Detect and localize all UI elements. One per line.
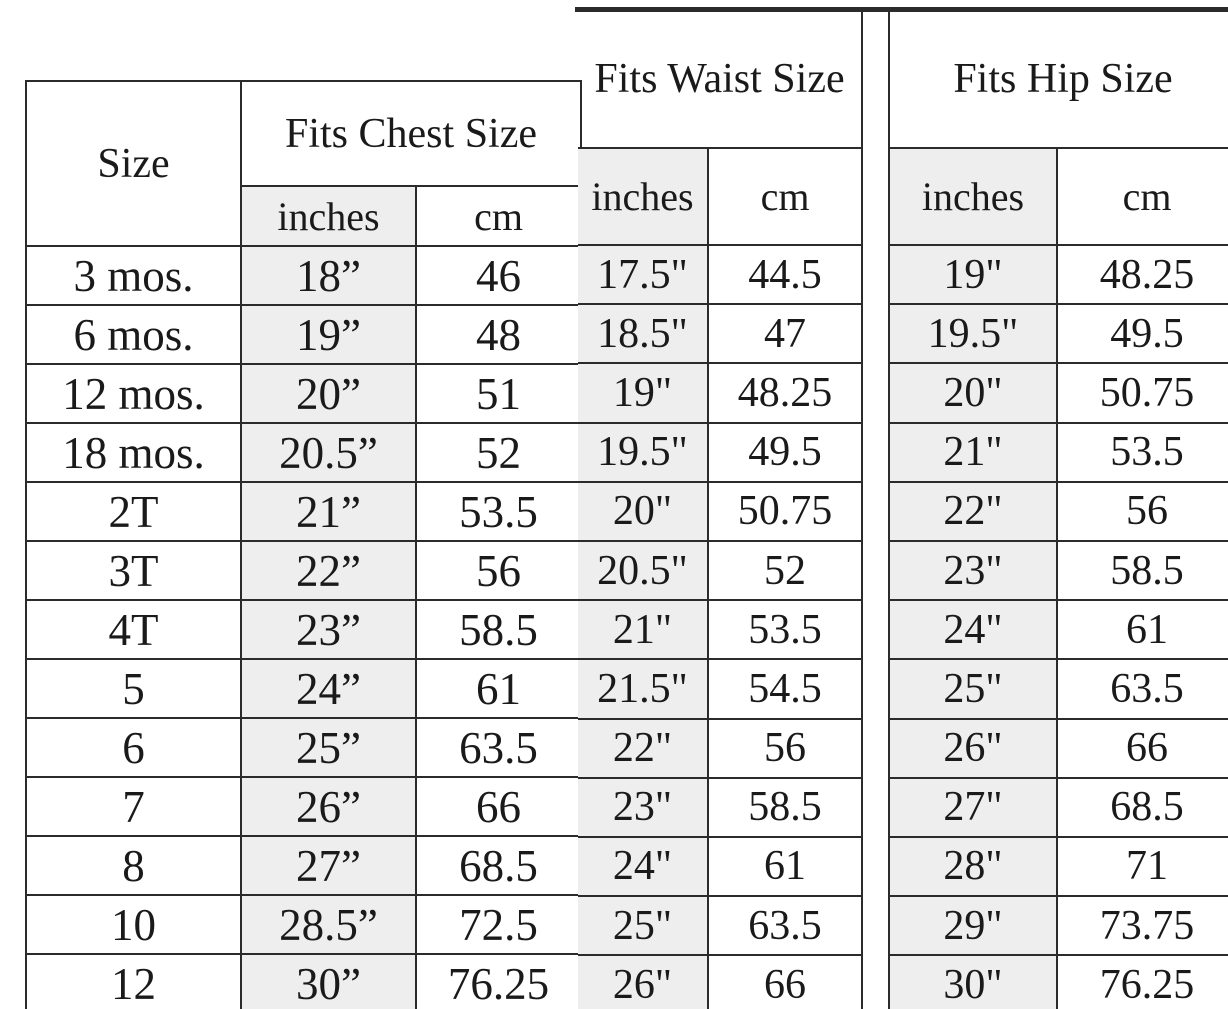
size-cell: 5 <box>26 659 241 718</box>
hip-cm-cell: 66 <box>1057 719 1228 778</box>
table-row <box>578 541 862 600</box>
hip-cm-cell: 49.5 <box>1057 304 1228 363</box>
chest-cm-cell: 66 <box>416 777 581 836</box>
waist-inches-cell: 18.5" <box>578 304 708 363</box>
table-row <box>889 719 1228 778</box>
waist-inches-header: inches <box>578 148 708 245</box>
table-row <box>26 954 581 1009</box>
waist-cm-cell: 48.25 <box>708 363 862 422</box>
table-row <box>578 659 862 718</box>
hip-cm-cell: 58.5 <box>1057 541 1228 600</box>
chest-cm-cell: 72.5 <box>416 895 581 954</box>
table-row <box>889 482 1228 541</box>
waist-cm-cell: 44.5 <box>708 245 862 304</box>
chest-inches-cell: 25” <box>241 718 416 777</box>
table-row <box>578 304 862 363</box>
table-row <box>889 541 1228 600</box>
chest-inches-cell: 24” <box>241 659 416 718</box>
waist-cm-cell: 61 <box>708 837 862 896</box>
waist-inches-cell: 22" <box>578 719 708 778</box>
chest-cm-cell: 52 <box>416 423 581 482</box>
chest-cm-cell: 58.5 <box>416 600 581 659</box>
waist-cm-cell: 47 <box>708 304 862 363</box>
waist-cm-cell: 53.5 <box>708 600 862 659</box>
size-cell: 3T <box>26 541 241 600</box>
table-row <box>578 600 862 659</box>
hip-inches-cell: 25" <box>889 659 1057 718</box>
chest-inches-cell: 27” <box>241 836 416 895</box>
table-row <box>578 423 862 482</box>
waist-inches-cell: 20" <box>578 482 708 541</box>
waist-cm-cell: 63.5 <box>708 896 862 955</box>
waist-inches-cell: 17.5" <box>578 245 708 304</box>
hip-inches-header: inches <box>889 148 1057 245</box>
table-row <box>578 896 862 955</box>
waist-cm-cell: 52 <box>708 541 862 600</box>
hip-cm-header: cm <box>1057 148 1228 245</box>
size-cell: 18 mos. <box>26 423 241 482</box>
table-row <box>26 777 581 836</box>
waist-table-body <box>578 245 862 1009</box>
hip-inches-cell: 19" <box>889 245 1057 304</box>
waist-inches-cell: 19.5" <box>578 423 708 482</box>
chest-inches-cell: 19” <box>241 305 416 364</box>
table-row <box>889 363 1228 422</box>
hip-group-header: Fits Hip Size <box>889 12 1228 148</box>
chest-cm-cell: 56 <box>416 541 581 600</box>
chest-table-body <box>26 246 581 1009</box>
table-row <box>26 600 581 659</box>
waist-inches-cell: 25" <box>578 896 708 955</box>
chest-cm-cell: 61 <box>416 659 581 718</box>
hip-inches-cell: 20" <box>889 363 1057 422</box>
hip-inches-cell: 26" <box>889 719 1057 778</box>
chest-cm-cell: 53.5 <box>416 482 581 541</box>
hip-inches-cell: 22" <box>889 482 1057 541</box>
table-row <box>889 896 1228 955</box>
waist-inches-cell: 23" <box>578 778 708 837</box>
hip-cm-cell: 76.25 <box>1057 955 1228 1009</box>
table-row <box>578 363 862 422</box>
chest-inches-cell: 26” <box>241 777 416 836</box>
chest-inches-cell: 30” <box>241 954 416 1009</box>
chest-inches-cell: 23” <box>241 600 416 659</box>
waist-table-header <box>578 12 862 245</box>
table-row <box>889 304 1228 363</box>
hip-cm-cell: 68.5 <box>1057 778 1228 837</box>
table-row <box>578 778 862 837</box>
chest-cm-header: cm <box>416 186 581 246</box>
chest-inches-header: inches <box>241 186 416 246</box>
hip-cm-cell: 50.75 <box>1057 363 1228 422</box>
size-cell: 12 <box>26 954 241 1009</box>
hip-inches-cell: 30" <box>889 955 1057 1009</box>
table-row <box>26 836 581 895</box>
waist-cm-cell: 66 <box>708 955 862 1009</box>
table-row <box>889 600 1228 659</box>
waist-cm-header: cm <box>708 148 862 245</box>
subheader-row <box>889 148 1228 245</box>
table-row <box>889 955 1228 1009</box>
size-column-header: Size <box>26 81 241 246</box>
size-cell: 7 <box>26 777 241 836</box>
size-cell: 2T <box>26 482 241 541</box>
chest-cm-cell: 46 <box>416 246 581 305</box>
table-row <box>578 482 862 541</box>
waist-inches-cell: 24" <box>578 837 708 896</box>
waist-inches-cell: 20.5" <box>578 541 708 600</box>
hip-inches-cell: 23" <box>889 541 1057 600</box>
hip-inches-cell: 24" <box>889 600 1057 659</box>
table-row <box>26 895 581 954</box>
chest-cm-cell: 68.5 <box>416 836 581 895</box>
size-cell: 12 mos. <box>26 364 241 423</box>
hip-cm-cell: 53.5 <box>1057 423 1228 482</box>
waist-inches-cell: 21.5" <box>578 659 708 718</box>
table-row <box>26 541 581 600</box>
waist-inches-cell: 19" <box>578 363 708 422</box>
chest-cm-cell: 51 <box>416 364 581 423</box>
waist-cm-cell: 49.5 <box>708 423 862 482</box>
chest-inches-cell: 20.5” <box>241 423 416 482</box>
hip-cm-cell: 71 <box>1057 837 1228 896</box>
waist-cm-cell: 58.5 <box>708 778 862 837</box>
table-row <box>26 423 581 482</box>
table-row <box>578 955 862 1009</box>
size-cell: 4T <box>26 600 241 659</box>
hip-cm-cell: 61 <box>1057 600 1228 659</box>
size-cell: 6 mos. <box>26 305 241 364</box>
chest-cm-cell: 76.25 <box>416 954 581 1009</box>
hip-cm-cell: 73.75 <box>1057 896 1228 955</box>
table-row <box>889 245 1228 304</box>
table-row <box>578 719 862 778</box>
hip-cm-cell: 56 <box>1057 482 1228 541</box>
chest-size-table <box>25 80 582 1009</box>
subheader-row <box>578 148 862 245</box>
hip-cm-cell: 63.5 <box>1057 659 1228 718</box>
chest-inches-cell: 22” <box>241 541 416 600</box>
table-row <box>26 364 581 423</box>
table-row <box>26 246 581 305</box>
table-row <box>889 659 1228 718</box>
table-row <box>26 718 581 777</box>
table-row <box>26 659 581 718</box>
hip-inches-cell: 19.5" <box>889 304 1057 363</box>
hip-cm-cell: 48.25 <box>1057 245 1228 304</box>
size-cell: 10 <box>26 895 241 954</box>
table-row <box>578 245 862 304</box>
hip-inches-cell: 29" <box>889 896 1057 955</box>
hip-table-header <box>889 12 1228 245</box>
hip-inches-cell: 27" <box>889 778 1057 837</box>
hip-inches-cell: 28" <box>889 837 1057 896</box>
header-row <box>578 12 862 148</box>
waist-inches-cell: 21" <box>578 600 708 659</box>
header-row <box>26 81 581 186</box>
size-cell: 8 <box>26 836 241 895</box>
size-cell: 6 <box>26 718 241 777</box>
hip-size-table <box>888 12 1228 1009</box>
chest-table-header <box>26 81 581 246</box>
chest-inches-cell: 18” <box>241 246 416 305</box>
waist-group-header: Fits Waist Size <box>578 12 862 148</box>
table-row <box>26 305 581 364</box>
waist-cm-cell: 54.5 <box>708 659 862 718</box>
chest-cm-cell: 48 <box>416 305 581 364</box>
waist-cm-cell: 50.75 <box>708 482 862 541</box>
hip-inches-cell: 21" <box>889 423 1057 482</box>
chest-group-header: Fits Chest Size <box>241 81 581 186</box>
table-row <box>26 482 581 541</box>
chest-cm-cell: 63.5 <box>416 718 581 777</box>
waist-cm-cell: 56 <box>708 719 862 778</box>
table-row <box>889 778 1228 837</box>
table-row <box>889 837 1228 896</box>
size-cell: 3 mos. <box>26 246 241 305</box>
chest-inches-cell: 21” <box>241 482 416 541</box>
waist-size-table <box>578 12 863 1009</box>
table-row <box>578 837 862 896</box>
chest-inches-cell: 28.5” <box>241 895 416 954</box>
table-row <box>889 423 1228 482</box>
waist-inches-cell: 26" <box>578 955 708 1009</box>
header-row <box>889 12 1228 148</box>
hip-table-body <box>889 245 1228 1009</box>
chest-inches-cell: 20” <box>241 364 416 423</box>
